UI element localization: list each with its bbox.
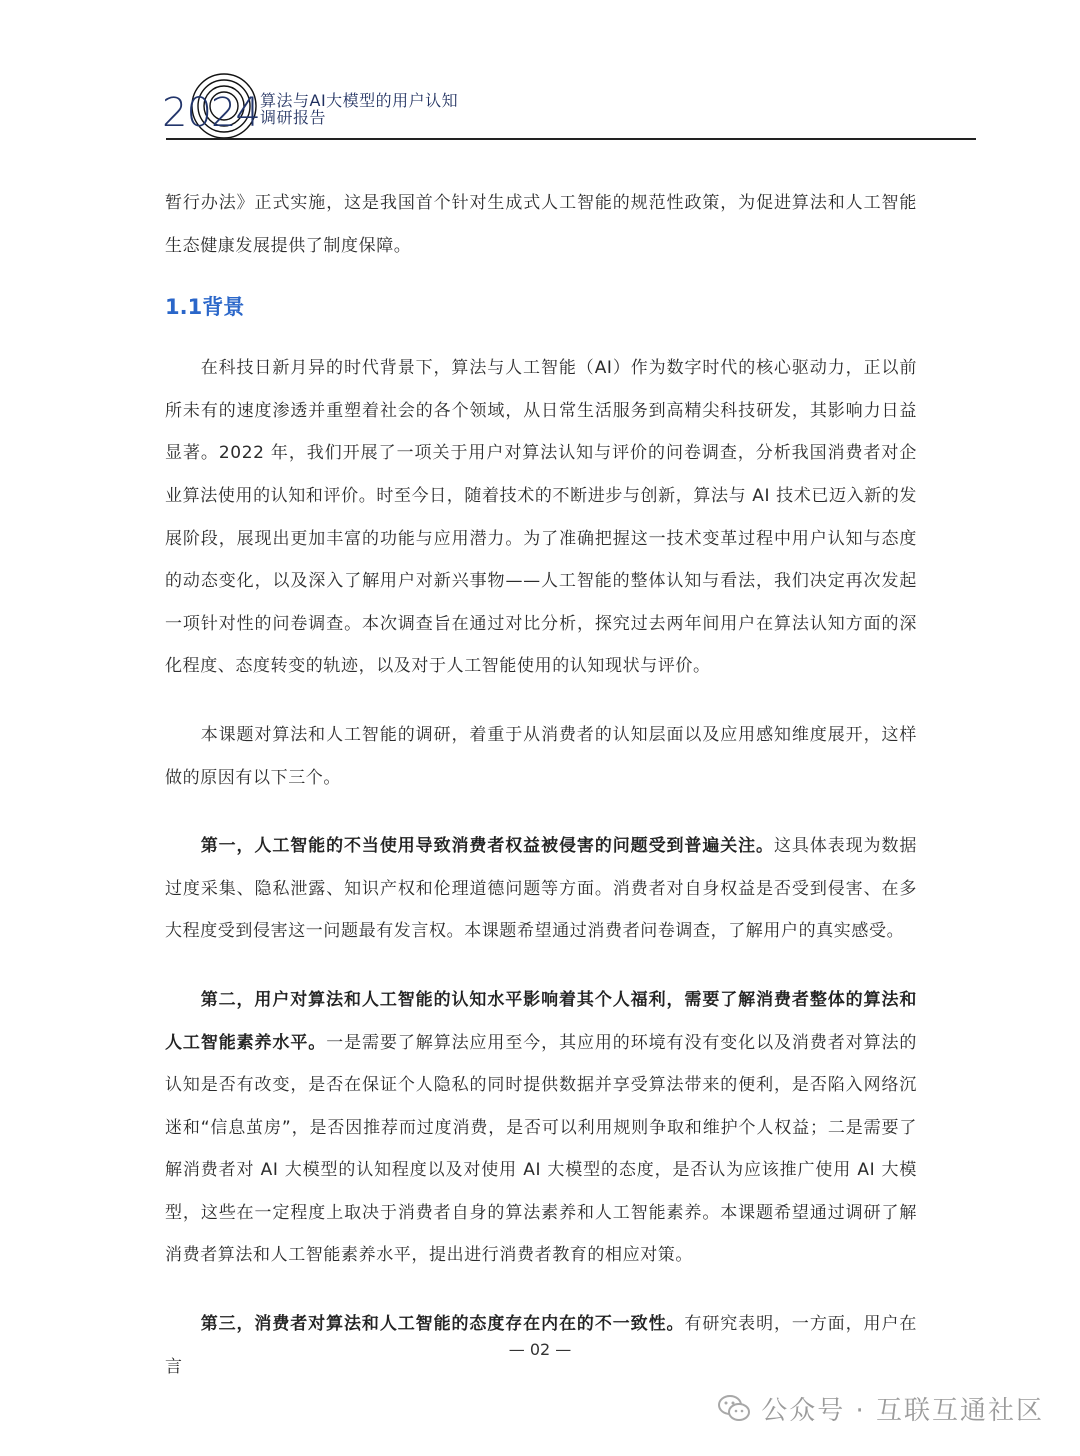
report-title-line-2: 调研报告 [260, 108, 327, 127]
paragraph-reasons-intro: 本课题对算法和人工智能的调研，着重于从消费者的认知层面以及应用感知维度展开，这样做的原因有以下三个。 [165, 724, 917, 788]
reason-1-heading: 第一，人工智能的不当使用导致消费者权益被侵害的问题受到普遍关注。 [200, 836, 774, 857]
paragraph-continuation: 暂行办法》正式实施，这是我国首个针对生成式人工智能的规范性政策，为促进算法和人工智能生态健康发展提供了制度保障。 [165, 193, 917, 256]
report-header [160, 72, 976, 144]
report-year: 2024 [162, 90, 260, 136]
watermark-text: 公众号 · 互联互通社区 [761, 1395, 1044, 1426]
paragraph-reason-1 [165, 825, 917, 953]
paragraph-reason-2 [165, 979, 917, 1277]
document-body [165, 182, 917, 1388]
section-title: 1.1背景 [165, 295, 245, 320]
page-number: — 02 — [508, 1340, 572, 1359]
wechat-icon [717, 1393, 751, 1423]
reason-2-heading: 第二，用户对算法和人工智能的认知水平影响着其个人福利，需要了解消费者整体的算法和人工智能素养水平。 [165, 989, 917, 1053]
report-title [260, 92, 458, 126]
watermark [717, 1388, 1044, 1428]
reason-2-text: 一是需要了解算法应用至今，其应用的环境有没有变化以及消费者对算法的认知是否有改变，是否在保证个人隐私的同时提供数据并享受算法带来的便利，是否陷入网络沉迷和“信息茧房”，是否因推荐而过度消费，是否可以利用规则争取和维护个人权益；二是需要了解消费者对 AI 大模型的认知程度以及对使用 AI 大模型的态度，是否认为应该推广使用 AI 大模型，这些在一定程度上取决于消费者自身的算法素养和人工智能素养。本课题希望通过调研了解消费者算法和人工智能素养水平，提出进行消费者教育的相应对策。 [165, 1032, 917, 1266]
header-divider [166, 138, 976, 140]
reason-3-text: 有研究表明，一方面，用户在言 [165, 1314, 917, 1377]
paragraph-background: 在科技日新月异的时代背景下，算法与人工智能（AI）作为数字时代的核心驱动力，正以前所未有的速度渗透并重塑着社会的各个领域，从日常生活服务到高精尖科技研发，其影响力日益显著。2022 年，我们开展了一项关于用户对算法认知与评价的问卷调查，分析我国消费者对企业算法使用的认知和评价。时至今日，随着技术的不断进步与创新，算法与 AI 技术已迈入新的发展阶段，展现出更加丰富的功能与应用潜力。为了准确把握这一技术变革过程中用户认知与态度的动态变化，以及深入了解用户对新兴事物——人工智能的整体认知与看法，我们决定再次发起一项针对性的问卷调查。本次调查旨在通过对比分析，探究过去两年间用户在算法认知方面的深化程度、态度转变的轨迹，以及对于人工智能使用的认知现状与评价。 [165, 358, 917, 677]
reason-3-heading: 第三，消费者对算法和人工智能的态度存在内在的不一致性。 [200, 1314, 685, 1335]
report-title-line-1: 算法与AI大模型的用户认知 [260, 91, 459, 110]
reason-1-text: 这具体表现为数据过度采集、隐私泄露、知识产权和伦理道德问题等方面。消费者对自身权益是否受到侵害、在多大程度受到侵害这一问题最有发言权。本课题希望通过消费者问卷调查，了解用户的真实感受。 [165, 836, 917, 942]
